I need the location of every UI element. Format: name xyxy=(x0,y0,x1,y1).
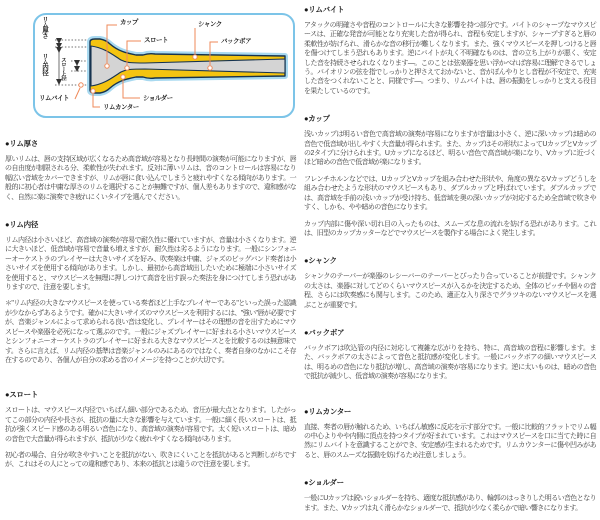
section-paragraph: カップ内部に傷や深い切れ目の入ったものは、スムーズな息の流れを妨げる恐れがあります。これは、旧型のカップカッターなどでマウスピースを製作する場合によく発生します。 xyxy=(304,220,596,237)
diagram-label-shank: シャンク xyxy=(198,21,222,28)
section-paragraph: シャンクのテーパーが楽器のレシーバーのテーパーとぴったり合っていることが前提です。シャンクの太さは、楽器に対してどのくらいマウスピースが入るかを決定するため、全体のピッチや個々の音程、さらには吹奏感にも関与します。このため、適正な入り深さでグラツキのないマウスピースを選ぶことが重要です。 xyxy=(304,273,596,309)
diagram-label-rim-contour: リムカンター xyxy=(103,104,139,111)
section-heading: ●リムバイト xyxy=(304,5,345,14)
section-rim-inner-diameter xyxy=(5,219,296,365)
diagram-label-rim-bite: リムバイト xyxy=(39,95,69,102)
diagram-label-rim-inner-diameter: リム内径 xyxy=(41,53,48,75)
section-rim-contour xyxy=(304,406,596,461)
left-column xyxy=(5,0,296,477)
section-backbore xyxy=(304,327,596,382)
section-heading: ●リム内径 xyxy=(5,220,39,230)
section-heading: ●カップ xyxy=(304,114,330,124)
section-heading: ●バックボア xyxy=(304,327,345,337)
section-throat xyxy=(5,389,296,469)
section-heading: ●リムカンター xyxy=(304,406,352,416)
diagram-label-throat-diameter: スロート径 xyxy=(60,57,66,80)
section-paragraph: フレンチホルンなどでは、UカップとVカップを組み合わせた形状や、角度の異なるVカップどうしを組み合わせたような形状のマウスピースもあり、ダブルカップと呼ばれています。ダブルカップでは、高音域を手前の浅いカップが受け持ち、低音域を奥の深いカップが対応するため全音域で吹きやすく、しかも、やや暗めの音色になります。 xyxy=(304,175,596,212)
section-heading: ●リム厚さ xyxy=(5,139,39,148)
diagram-label-throat: スロート xyxy=(144,37,168,44)
diagram-label-rim-thickness: リム厚さ xyxy=(41,16,48,38)
diagram-label-backbore: バックボア xyxy=(221,38,251,45)
section-paragraph: 一般にUカップは鋭いショルダーを持ち、適度な抵抗感があり、輪郭のはっきりした明るい音色となります。また、Vカップは丸く滑らかなショルダーで、抵抗が少なく柔らかで暗い響きになります。 xyxy=(304,495,596,512)
diagram-label-shoulder: ショルダー xyxy=(143,95,173,102)
section-paragraph: リム内径は小さいほど、高音域の演奏が容易で耐久性に優れていますが、音量は小さくなります。逆に大きいほど、低音域が容易で音量も増えますが、耐久性は劣るようになります。一般にシンフォニーオーケストラのプレイヤーは大きいサイズを好み、吹奏楽は中庸、ジャズのビッグバンド奏者は小さいサイズを使用する傾向があります。しかし、最初から高音域出したいために極端に小さいサイズを使用すると、マウスピースを無理に押しつけて高音を出す誤った奏法を身につけてしまう恐れがありますので、注意を要します。 xyxy=(5,237,296,292)
section-rim-bite xyxy=(304,4,596,96)
section-paragraph: ＊"リム内径の大きなマウスピースを使っている奏者ほど上手なプレイヤーである"といった誤った認識が少なからずあるようです。確かに大きいサイズのマウスピースを利用するには、"強い"唇が必要ですが、音楽ジャンルによって求められる良い音は変化し、プレイヤーはその理想の音を出すためにマウスピースや楽器を必死になって選ぶのです。一般にジャズプレイヤーに好まれる小さいマウスピースとシンフォニーオーケストラのプレイヤーに好まれる大きなマウスピースとを比較するのは無意味です。さらに言えば、リム内径の基準は音楽ジャンルのみにあるのではなく、奏者自身のなかにこそ存在するのであり、各個人が自分の求める音のイメージを持つことが大切です。 xyxy=(5,300,296,364)
section-paragraph: 初心者の場合、自分が吹きやすいことを抵抗がない、吹きにくいことを抵抗があると判断しがちですが、これはその人にとっての違和感であり、本来の抵抗とは違うので注意を要します。 xyxy=(5,451,296,469)
mouthpiece-diagram xyxy=(33,13,295,118)
mouthpiece-diagram-svg xyxy=(33,13,295,118)
section-paragraph: 厚いリムは、唇の支持区域が広くなるため高音域が容易となり長時間の演奏が可能になりますが、唇の自由度が制限される分、柔軟性が失われます。反対に薄いリムは、音のコントロールは容易になり幅広い音域をカバーできますが、リムが唇に食い込んでしまうと疲れやすくなる傾向があります。一般的に初心者は中庸な厚さのリムを選択することが無難ですが、個人差もありますので、違和感がなく、自然に楽に演奏でき疲れにくいタイプを選んでください。 xyxy=(5,156,296,201)
section-shoulder xyxy=(304,477,596,513)
section-paragraph: バックボアは吹込管の内径に対応して複雑な広がりを持ち、特に、高音域の音程に影響します。また、バックボアの太さによって音色と抵抗感が変化します。一般にバックボアの細いマウスピースは、明るめの音色になり抵抗が増し、高音域の演奏が容易になります。逆に太いものは、暗めの音色で抵抗が減少し、低音域の演奏が容易になります。 xyxy=(304,344,596,381)
section-cup xyxy=(304,113,596,238)
section-paragraph: アタックの明確さや音程のコントロールに大きな影響を持つ部分です。バイトのシャープなマウスピースは、正確な発音が可能となり充実した音が得られ、音程も安定しますが、シャープすぎると唇の柔軟性が妨げられ、滑らかな音の移行が難しくなります。また、強くマウスピースを押しつけると唇を傷つけてしまう恐れもあります。逆にバイトが丸く不明確なものは、音の立ち上がりが悪く、安定した音を持続させられなくなります―。このことは弦楽器を思い浮かべれば容易に理解できるでしょう。バイオリンの弦を指でしっかりと押さえておかないと、音がぼんやりとし音程が不安定で、充実した音をつくれないことと、同様です―。つまり、リムバイトは、唇の振動をしっかりと支える役目を果たしているのです。 xyxy=(304,22,596,95)
section-paragraph: 直接、奏者の唇が触れるため、いちばん敏感に反応を示す部分です。一般に比較的フラットでリム幅の中心よりやや内側に頂点を持つタイプが好まれています。これはマウスピースを口に当てた時に自然にリムバイトを意識することができ、安定感が生まれるためです。リムカウンターに傷や凹みがあると、唇のスムーズな振動を妨げるため注意しましょう。 xyxy=(304,423,596,459)
section-heading: ●スロート xyxy=(5,390,39,400)
diagram-label-cup: カップ xyxy=(120,19,138,26)
section-paragraph: スロートは、マウスピース内径でいちばん細い部分であるため、音圧が最大点となります。したがってこの部分の内径や長さが、抵抗の量に大きな影響を与えています。一般に細く長いスロートは、抵抗が強くスピード感のある明るい音色になり、高音域の演奏が容易です。太く短いスロートは、暗めの音色で大音量が得られますが、抵抗が少なく疲れやすくなる傾向があります。 xyxy=(5,407,296,443)
section-heading: ●ショルダー xyxy=(304,478,344,488)
section-heading: ●シャンク xyxy=(304,256,337,266)
right-column xyxy=(304,0,596,520)
section-shank xyxy=(304,255,596,310)
section-paragraph: 浅いカップは明るい音色で高音域の演奏が容易になりますが音量は小さく、逆に深いカップは暗めの音色で低音域が出しやすく大音量が得られます。また、カップはその形状によってUカップとVカップの2タイプに分けられます。Uカップになるほど、明るい音色で高音域が楽になり、Vカップに近づくほど暗めの音色で低音域が楽になります。 xyxy=(304,131,596,167)
section-rim-thickness xyxy=(5,138,296,202)
